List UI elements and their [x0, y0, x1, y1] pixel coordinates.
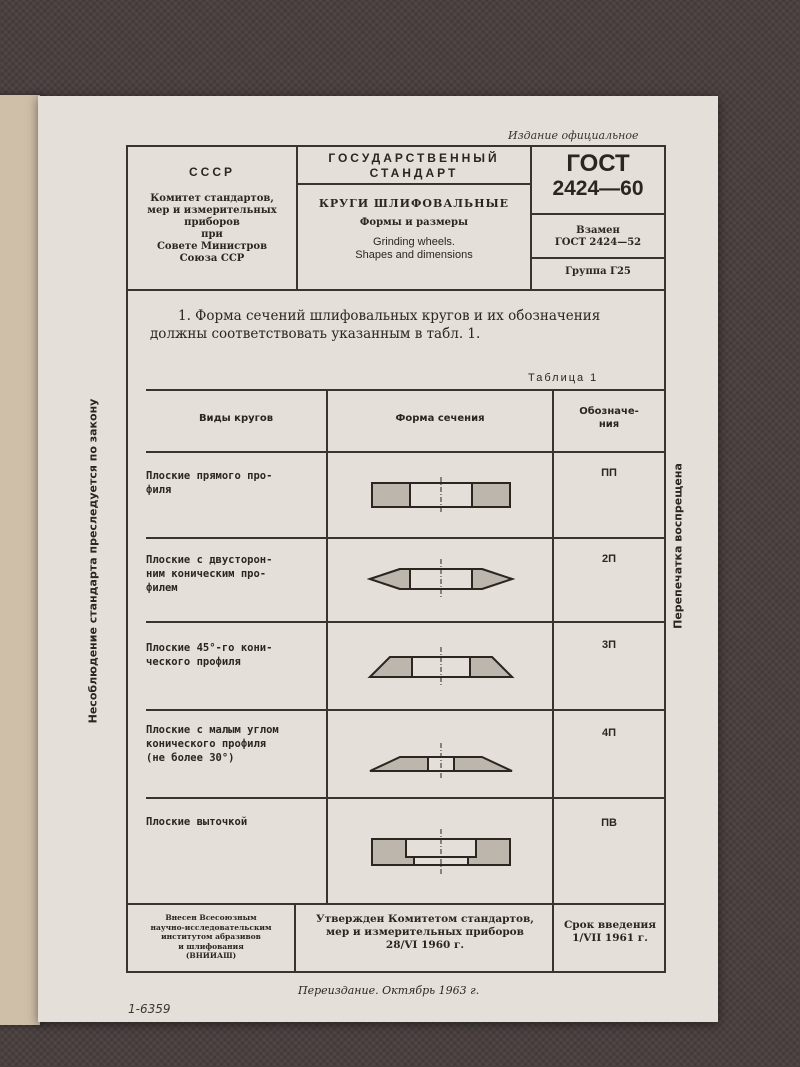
row-code-1: ПП — [601, 467, 617, 479]
document-page — [38, 96, 718, 1022]
standard-label: ГОСУДАРСТВЕННЫЙ СТАНДАРТ — [298, 147, 530, 185]
row-name-4: Плоские с малым углом конического профиля (не более 30°) — [146, 724, 279, 764]
committee-name: Комитет стандартов, мер и измерительных приборов при Совете Министров Союза ССР — [147, 193, 277, 264]
shape-45-conical — [366, 647, 516, 687]
edition-note: Издание официальное — [508, 129, 639, 142]
shape-recessed — [366, 829, 516, 875]
col-header-code: Обозначе- ния — [579, 406, 639, 430]
row-code-2: 2П — [601, 553, 617, 565]
approved-by: Утвержден Комитетом стандартов, мер и измерительных приборов 28/VI 1960 г. — [298, 905, 554, 973]
effective-date: Срок введения 1/VII 1961 г. — [563, 919, 657, 944]
reprint-note: Переиздание. Октябрь 1963 г. — [298, 984, 480, 997]
header-title-block — [298, 147, 532, 289]
shape-straight-profile — [366, 475, 516, 515]
intro-paragraph: 1. Форма сечений шлифовальных кругов и их обозначения должны соответствовать указанным в табл. 1. — [150, 308, 601, 342]
ussr-label: СССР — [188, 165, 235, 179]
table-caption: Таблица 1 — [528, 372, 599, 384]
standard-subtitle: Формы и размеры — [359, 217, 469, 228]
col-header-type: Виды кругов — [198, 413, 274, 424]
shapes-table — [146, 389, 664, 905]
english-title: Grinding wheels. Shapes and dimensions — [355, 236, 473, 261]
replaces-note: Взамен ГОСТ 2424—52 — [532, 215, 664, 259]
row-name-5: Плоские выточкой — [146, 816, 248, 828]
footer-block — [128, 903, 664, 975]
row-name-1: Плоские прямого про- филя — [146, 470, 273, 496]
shape-double-conical — [366, 559, 516, 599]
row-name-2: Плоские с двусторон- ним коническим про- филем — [146, 554, 273, 594]
standard-frame — [126, 145, 666, 973]
gost-designation: ГОСТ 2424—60 — [532, 147, 664, 215]
introduced-by: Внесен Всесоюзным научно-исследовательским институтом абразивов и шлифования (ВНИИАШ) — [128, 905, 296, 973]
side-note-right: Перепечатка воспрещена — [671, 463, 685, 629]
header-gost-block — [532, 147, 664, 289]
row-name-3: Плоские 45°-го кони- ческого профиля — [146, 642, 273, 668]
row-code-4: 4П — [601, 727, 617, 739]
group-label: Группа Г25 — [565, 266, 631, 277]
side-note-left: Несоблюдение стандарта преследуется по закону — [86, 398, 100, 724]
gost-number: 2424—60 — [552, 177, 644, 200]
left-page-edge — [0, 95, 40, 1025]
page-code: 1-6359 — [128, 1002, 171, 1016]
row-code-3: 3П — [601, 639, 617, 651]
header-issuer — [128, 147, 298, 289]
shape-small-angle-conical — [366, 741, 516, 781]
header-block — [128, 147, 664, 291]
row-code-5: ПВ — [601, 817, 617, 829]
col-header-shape: Форма сечения — [395, 413, 485, 424]
standard-title: КРУГИ ШЛИФОВАЛЬНЫЕ — [318, 197, 510, 210]
